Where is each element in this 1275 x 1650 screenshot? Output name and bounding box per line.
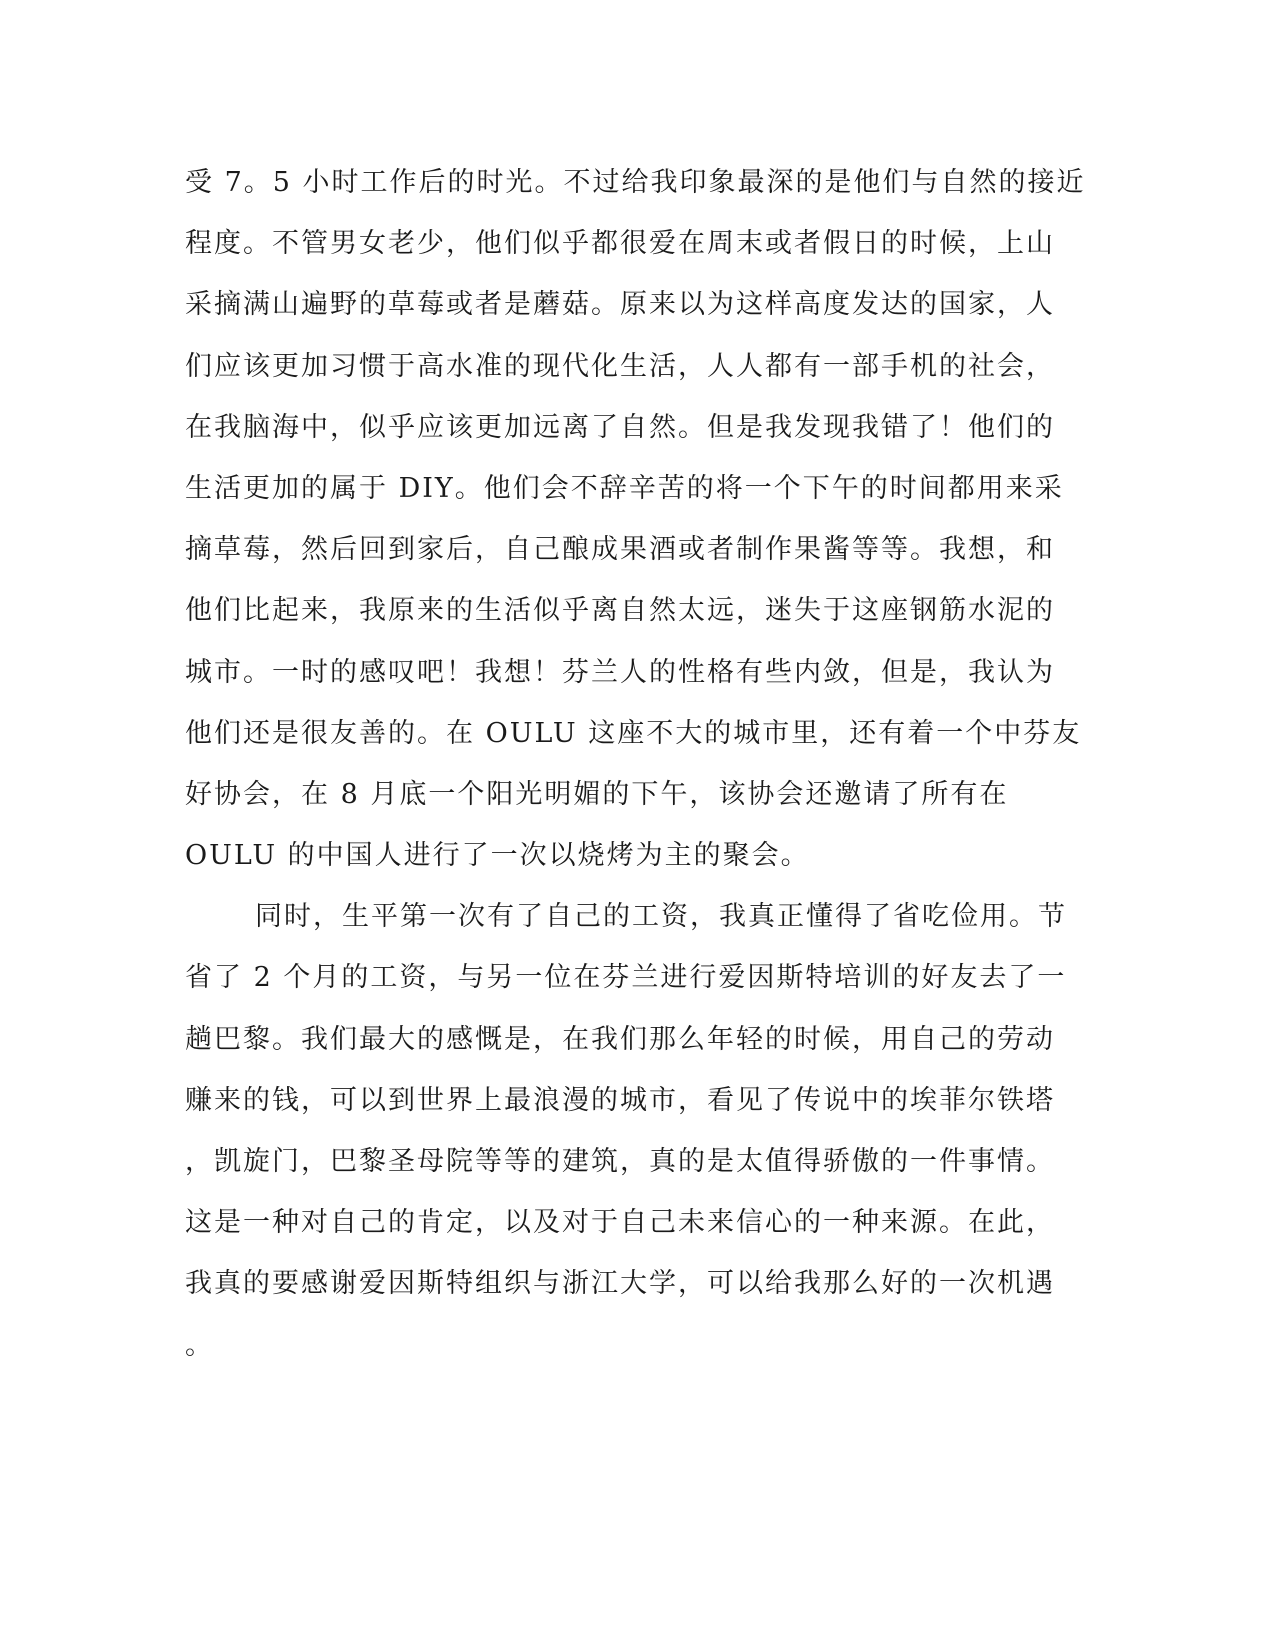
paragraph-line: 摘草莓，然后回到家后，自己酿成果酒或者制作果酱等等。我想，和 [185,534,1055,566]
paragraph-line: 他们还是很友善的。在 OULU 这座不大的城市里，还有着一个中芬友 [185,717,1082,749]
paragraph-line: 我真的要感谢爱因斯特组织与浙江大学，可以给我那么好的一次机遇 [185,1268,1055,1300]
paragraph-line: 城市。一时的感叹吧！我想！芬兰人的性格有些内敛，但是，我认为 [185,656,1055,688]
paragraph-line: 程度。不管男女老少，他们似乎都很爱在周末或者假日的时候，上山 [185,228,1055,260]
paragraph-line: 。 [185,1329,214,1361]
paragraph-line: 这是一种对自己的肯定，以及对于自己未来信心的一种来源。在此， [185,1207,1055,1239]
paragraph-line: ，凯旋门，巴黎圣母院等等的建筑，真的是太值得骄傲的一件事情。 [185,1146,1055,1177]
paragraph-line: 生活更加的属于 DIY。他们会不辞辛苦的将一个下午的时间都用来采 [185,472,1064,504]
paragraph-line: 采摘满山遍野的草莓或者是蘑菇。原来以为这样高度发达的国家，人 [185,289,1055,321]
paragraph-line: 他们比起来，我原来的生活似乎离自然太远，迷失于这座钢筋水泥的 [185,595,1055,627]
paragraph-line: OULU 的中国人进行了一次以烧烤为主的聚会。 [185,840,810,872]
paragraph-line: 受 7。5 小时工作后的时光。不过给我印象最深的是他们与自然的接近 [185,167,1086,198]
paragraph-2 [185,902,1085,1392]
paragraph-line: 省了 2 个月的工资，与另一位在芬兰进行爱因斯特培训的好友去了一 [185,962,1067,994]
paragraph-line: 在我脑海中，似乎应该更加远离了自然。但是我发现我错了！他们的 [185,411,1055,443]
paragraph-line: 赚来的钱，可以到世界上最浪漫的城市，看见了传说中的埃菲尔铁塔 [185,1084,1055,1116]
paragraph-1 [185,168,1085,902]
paragraph-line: 趟巴黎。我们最大的感慨是，在我们那么年轻的时候，用自己的劳动 [185,1023,1055,1055]
document-body [185,168,1085,1392]
paragraph-line: 同时，生平第一次有了自己的工资，我真正懂得了省吃俭用。节 [255,901,1067,933]
paragraph-line: 好协会，在 8 月底一个阳光明媚的下午，该协会还邀请了所有在 [185,778,1009,810]
paragraph-line: 们应该更加习惯于高水准的现代化生活，人人都有一部手机的社会， [185,350,1055,382]
